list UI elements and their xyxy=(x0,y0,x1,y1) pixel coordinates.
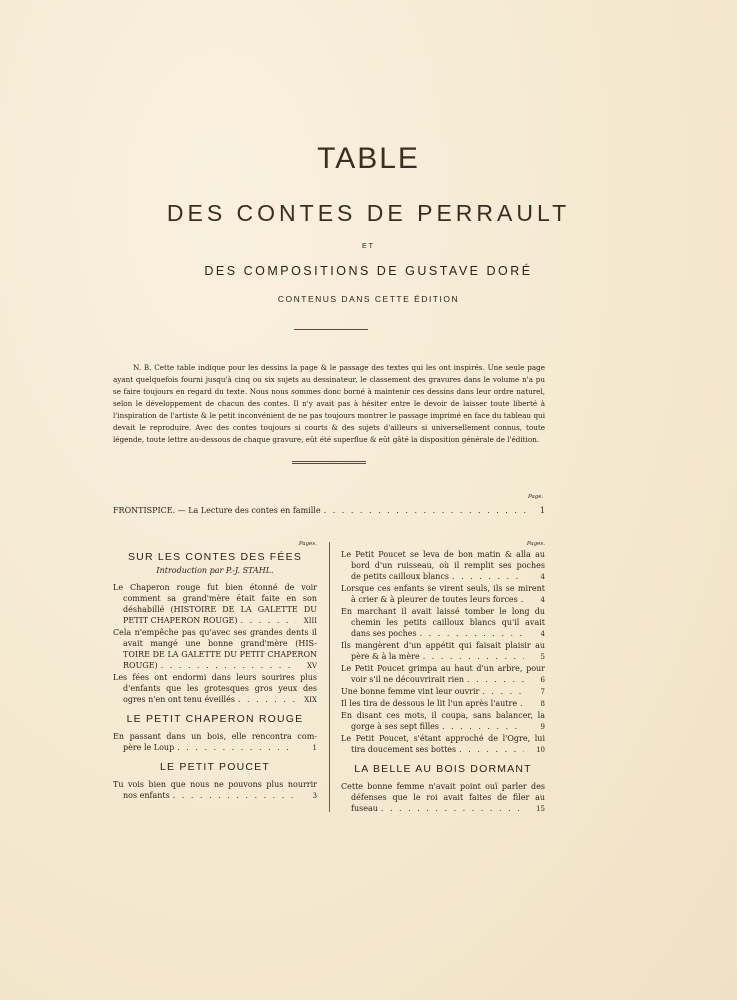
entry-last-line xyxy=(113,694,317,706)
frontispice-page: 1 xyxy=(539,506,545,515)
entry-line: Lorsque ces enfants se virent seuls, ils se mirent xyxy=(341,584,545,593)
dot-leader xyxy=(467,674,524,685)
entry-line: d'enfants que les grotesques gros yeux des xyxy=(123,684,317,693)
entry-page: 5 xyxy=(540,653,545,661)
entry-page: 1 xyxy=(312,744,317,752)
left-column xyxy=(113,540,317,802)
entry-page: 7 xyxy=(540,688,545,696)
dot-leader xyxy=(521,594,524,605)
note-text: N. B. Cette table indique pour les dessins la page & le passage des textes qui les ont inspirés. Une seule page ayant quelquefois fourni jusqu'à cinq ou six sujets au dessinateur, le classement des gravures dans le volume n'a pu se faire toujours en regard du texte. Nous nous sommes donc borné à maintenir ces dessins dans leur ordre naturel, selon le développement de chacun des contes. Il n'y avait pas à hésiter entre le devoir de laisser toute liberté à l'inspiration de l'artiste & le petit inconvénient de ne pas toujours montrer le passage imprimé en face du tableau qui devait le reproduire. Avec des contes toujours si courts & des sujets d'ailleurs si universellement connus, toute légende, toute lettre au-dessous de chaque gravure, eût été superflue & eût gâté la disposition générale de l'édition. xyxy=(113,363,545,444)
entry-text: ogres n'en ont tenu éveillés xyxy=(123,695,235,704)
entry-text: gorge à ses sept filles xyxy=(351,722,439,731)
entry-page: XIX xyxy=(304,696,317,704)
pages-label-left: Pages. xyxy=(298,541,317,547)
entry-page: 8 xyxy=(540,700,545,708)
entry-last-line xyxy=(341,651,545,663)
entry-line: déshabillé (HISTOIRE DE LA GALETTE DU xyxy=(123,605,317,614)
entry-page: 4 xyxy=(540,573,545,581)
entry-last-line xyxy=(341,744,545,756)
entry-last-line xyxy=(341,674,545,686)
toc-entry xyxy=(113,731,317,754)
entry-page: 3 xyxy=(312,792,317,800)
entry-line: Tu vois bien que nous ne pouvons plus nourrir xyxy=(113,780,317,789)
entry-line: Les fées ont endormi dans leurs sourires plus xyxy=(113,673,317,682)
frontispice-entry xyxy=(113,506,545,515)
toc-entry xyxy=(341,549,545,583)
entry-page: 10 xyxy=(536,746,545,754)
entry-last-line xyxy=(113,660,317,672)
entry-last-line xyxy=(341,803,545,815)
double-rule-top xyxy=(292,461,366,462)
entry-line: En disant ces mots, il coupa, sans balancer, la xyxy=(341,711,545,720)
right-column xyxy=(341,540,545,815)
section-heading: LE PETIT CHAPERON ROUGE xyxy=(126,713,304,725)
toc-entry xyxy=(113,627,317,672)
entry-line: bord d'un ruisseau, où il remplit ses poches xyxy=(351,561,545,570)
toc-entry xyxy=(341,686,545,698)
toc-entry xyxy=(341,698,545,710)
entry-line: avait mangé une bonne grand'mère (HIS- xyxy=(123,639,317,648)
entry-text: à crier & à pleurer de toutes leurs forces xyxy=(351,595,518,604)
entry-text: nos enfants xyxy=(123,791,170,800)
entry-page: XV xyxy=(306,662,317,670)
entry-text: père le Loup xyxy=(123,743,175,752)
entry-last-line xyxy=(341,571,545,583)
dot-leader xyxy=(420,628,524,639)
entry-line: Le Chaperon rouge fut bien étonné de voir xyxy=(113,583,317,592)
entry-line: Cette bonne femme n'avait point ouï parler des xyxy=(341,782,545,791)
dot-leader xyxy=(520,698,524,709)
dot-leader xyxy=(423,651,524,662)
pages-label-right: Pages. xyxy=(526,541,545,547)
section-heading: LE PETIT POUCET xyxy=(160,761,270,773)
page-subtitle-2: DES COMPOSITIONS DE GUSTAVE DORÉ xyxy=(204,264,533,278)
entry-line: Le Petit Poucet grimpa au haut d'un arbre, pour xyxy=(341,664,545,673)
divider-rule xyxy=(294,329,368,330)
double-rule-bottom xyxy=(292,463,366,464)
section-intro: Introduction par P.-J. STAHL. xyxy=(156,566,274,575)
frontispice-text: FRONTISPICE. — La Lecture des contes en famille xyxy=(113,506,321,515)
entry-line: Ils mangèrent d'un appétit qui faisait plaisir au xyxy=(341,641,545,650)
dot-leader xyxy=(442,721,524,732)
toc-entry xyxy=(113,582,317,627)
dot-leader xyxy=(381,803,524,814)
entry-page: 6 xyxy=(540,676,545,684)
dot-leader xyxy=(459,744,524,755)
entry-last-line xyxy=(113,615,317,627)
entry-line: défenses que le roi avait faites de filer au xyxy=(351,793,545,802)
entry-line: TOIRE DE LA GALETTE DU PETIT CHAPERON xyxy=(123,650,317,659)
dot-leader xyxy=(324,506,532,515)
dot-leader xyxy=(177,742,296,753)
entry-page: 9 xyxy=(540,723,545,731)
section-heading: LA BELLE AU BOIS DORMANT xyxy=(354,763,532,775)
entry-page: 4 xyxy=(540,596,545,604)
column-divider xyxy=(329,542,330,812)
toc-entry xyxy=(113,779,317,802)
entry-text: PETIT CHAPERON ROUGE) xyxy=(123,616,238,625)
title-conjunction: ET xyxy=(362,243,375,250)
dot-leader xyxy=(161,660,296,671)
entry-text: voir s'il ne découvrirait rien xyxy=(351,675,465,684)
entry-text: père & à la mère xyxy=(351,652,420,661)
page-subtitle: DES CONTES DE PERRAULT xyxy=(166,200,571,226)
toc-entry xyxy=(341,640,545,663)
entry-last-line xyxy=(341,721,545,733)
entry-line: chemin les petits cailloux blancs qu'il avait xyxy=(351,618,545,627)
toc-entry xyxy=(341,710,545,733)
dot-leader xyxy=(482,686,524,697)
entry-page: XIII xyxy=(303,617,317,625)
entry-text: de petits cailloux blancs xyxy=(351,572,450,581)
dot-leader xyxy=(173,790,296,801)
entry-last-line xyxy=(341,698,545,710)
entry-text: Il les tira de dessous le lit l'un après l'autre xyxy=(341,699,518,708)
toc-entry xyxy=(341,583,545,606)
entry-text: fuseau xyxy=(351,804,378,813)
entry-text: tira doucement ses bottes xyxy=(351,745,457,754)
entry-text: dans ses poches xyxy=(351,629,417,638)
entry-last-line xyxy=(341,628,545,640)
toc-entry xyxy=(341,733,545,756)
entry-last-line xyxy=(341,594,545,606)
page-label: Page. xyxy=(528,494,544,500)
entry-line: En passant dans un bois, elle rencontra com- xyxy=(113,732,317,741)
dot-leader xyxy=(241,615,297,626)
title-contenus: CONTENUS DANS CETTE ÉDITION xyxy=(277,294,460,304)
toc-entry xyxy=(113,672,317,706)
note-paragraph xyxy=(113,362,545,446)
page-title: TABLE xyxy=(317,142,420,175)
entry-line: Le Petit Poucet se leva de bon matin & alla au xyxy=(341,550,545,559)
entry-line: comment sa grand'mère était faite en son xyxy=(123,594,317,603)
entry-last-line xyxy=(341,686,545,698)
toc-entry xyxy=(341,781,545,815)
entry-text: ROUGE) xyxy=(123,661,158,670)
section-heading: SUR LES CONTES DES FÉES xyxy=(127,551,303,563)
entry-page: 15 xyxy=(536,805,545,813)
dot-leader xyxy=(238,694,296,705)
entry-text: Une bonne femme vint leur ouvrir xyxy=(341,687,480,696)
toc-entry xyxy=(341,606,545,640)
entry-line: Le Petit Poucet, s'étant approché de l'Ogre, lui xyxy=(341,734,545,743)
entry-last-line xyxy=(113,742,317,754)
entry-line: En marchant il avait laissé tomber le long du xyxy=(341,607,545,616)
toc-entry xyxy=(341,663,545,686)
entry-last-line xyxy=(113,790,317,802)
entry-page: 4 xyxy=(540,630,545,638)
entry-line: Cela n'empêche pas qu'avec ses grandes dents il xyxy=(113,628,317,637)
dot-leader xyxy=(452,571,524,582)
